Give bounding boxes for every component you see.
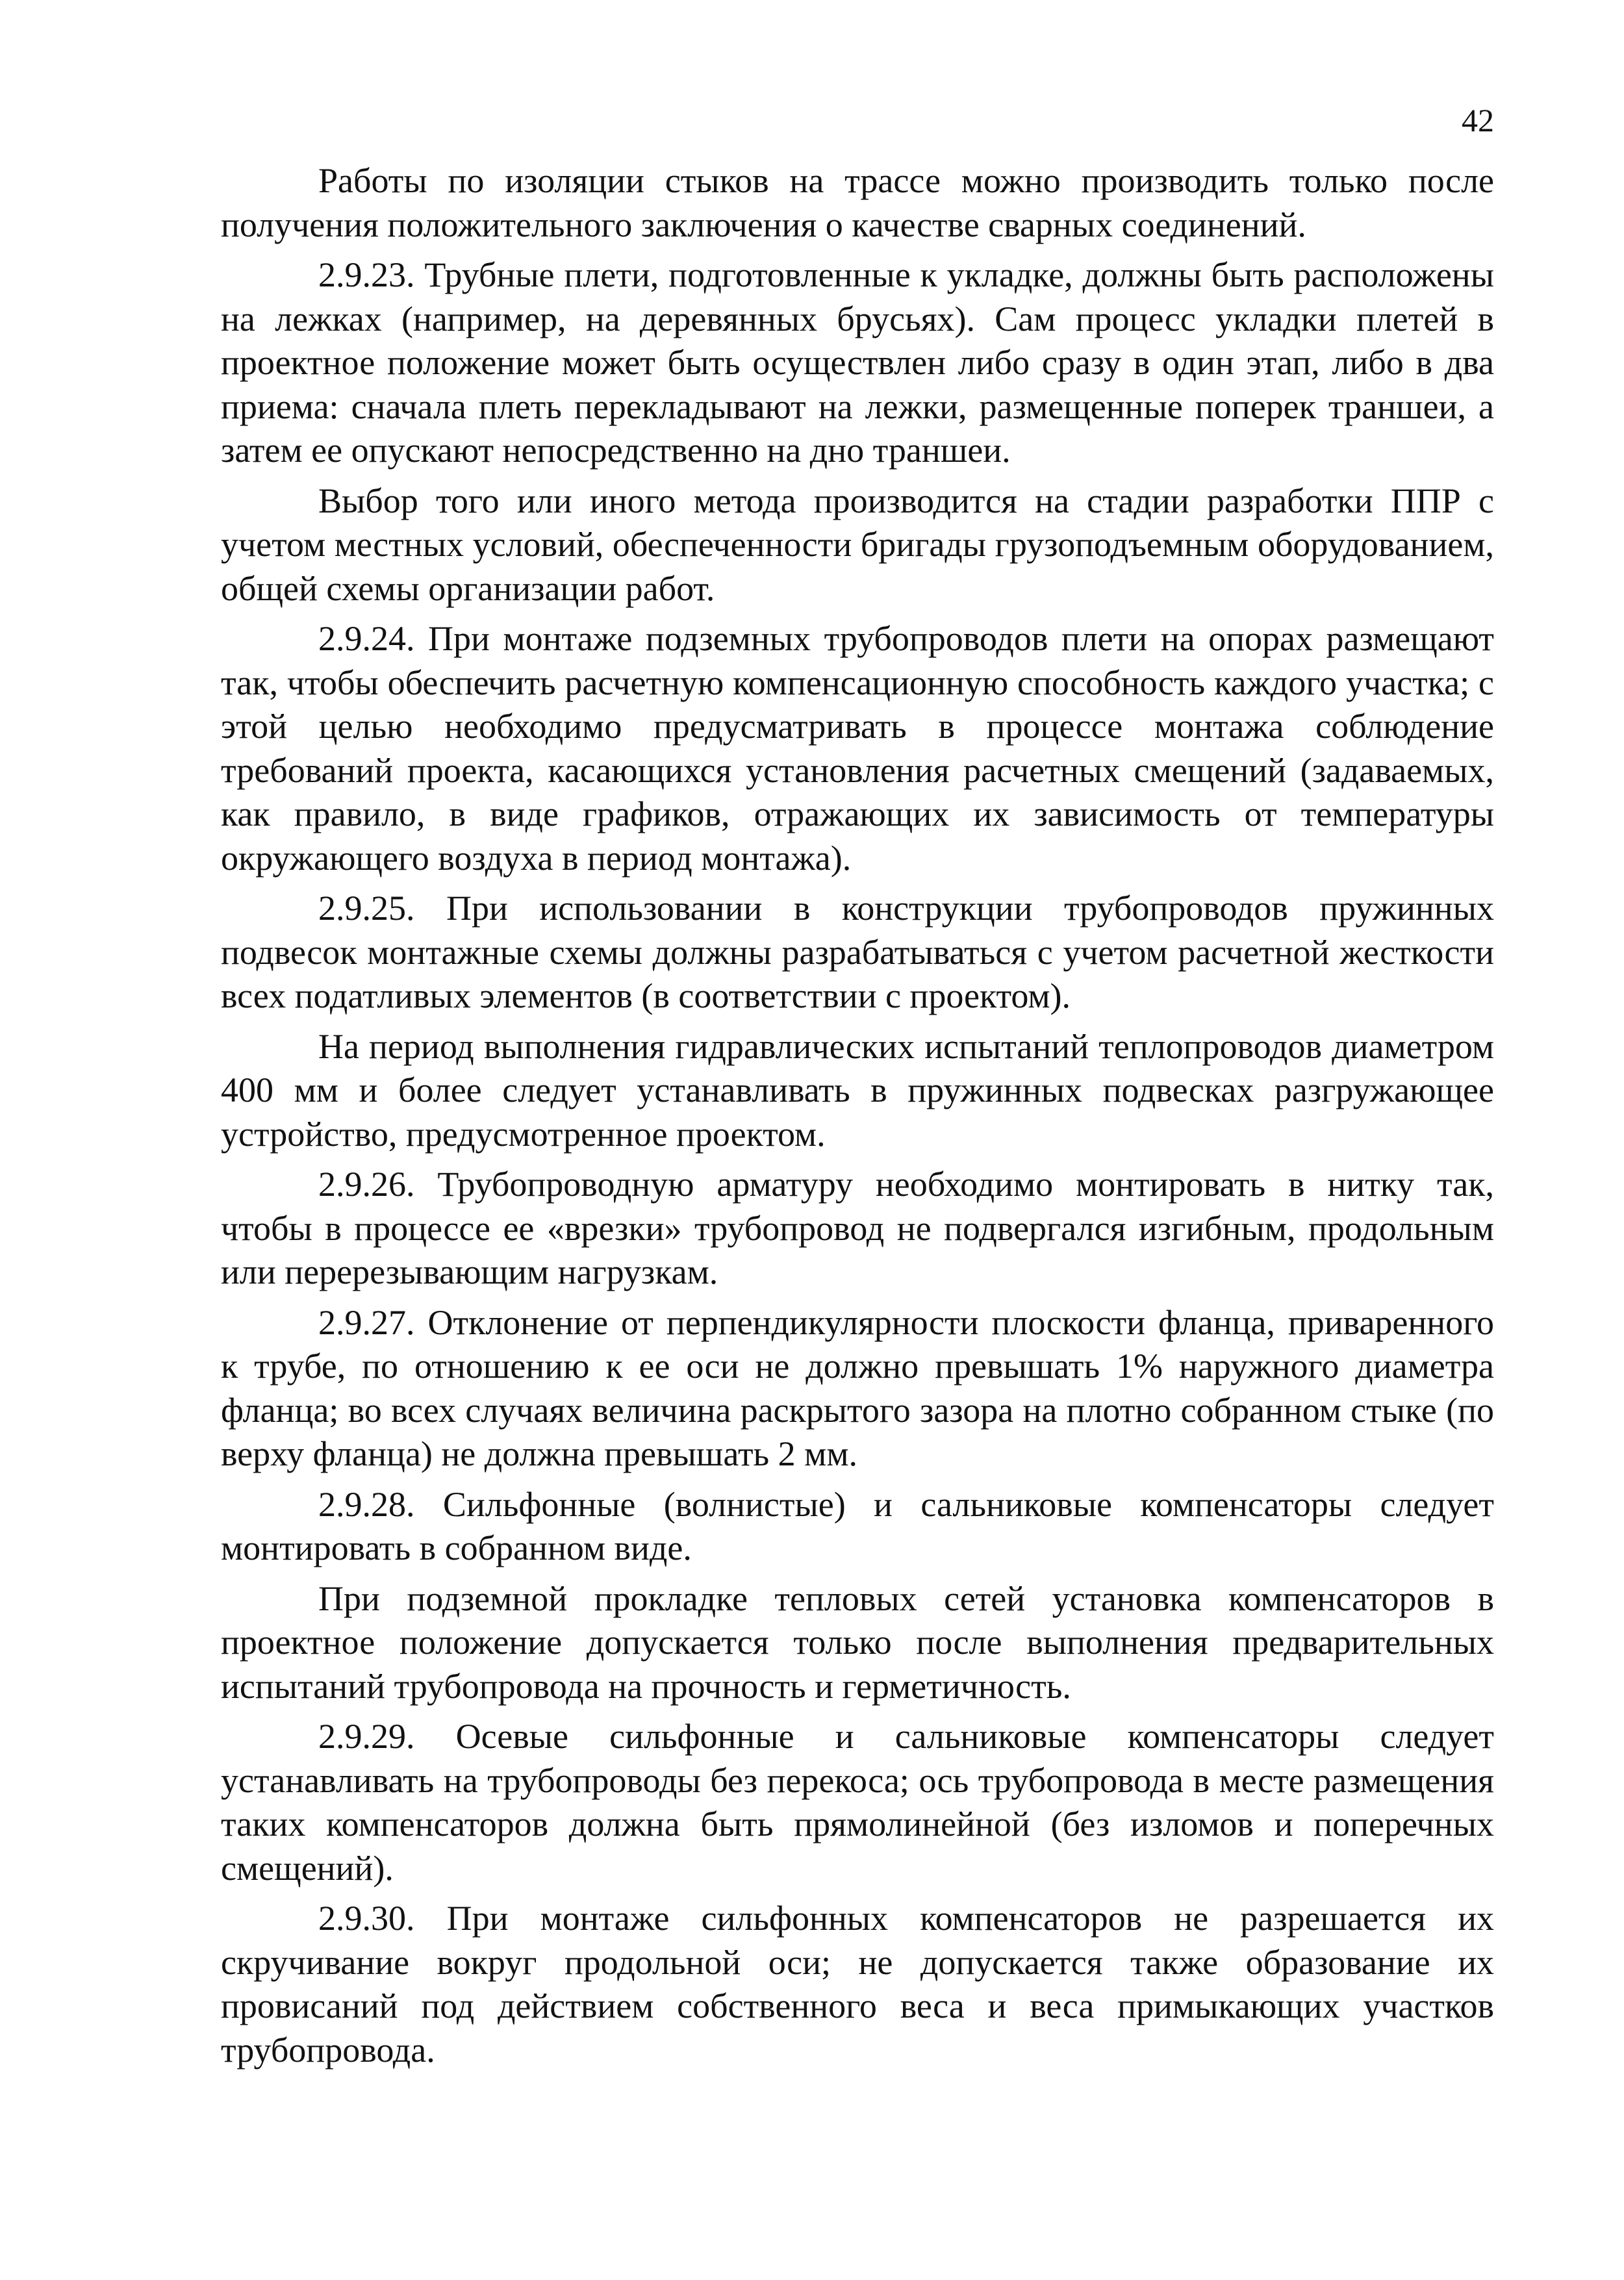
paragraph-2-9-27: 2.9.27. Отклонение от перпендикулярности плоскости фланца, приваренного к трубе, по отношению к ее оси не должно превышать 1% наружного диаметра фланца; во всех случаях величина раскрытого зазора на плотно собранном стыке (по верху фланца) не должна превышать 2 мм. [221, 1302, 1494, 1473]
page-number: 42 [1462, 102, 1494, 138]
paragraph-2-9-25: 2.9.25. При использовании в конструкции трубопроводов пружинных подвесок монтажные схемы должны разрабатываться с учетом расчетной жесткости всех податливых элементов (в соответствии с проектом). [221, 889, 1494, 1015]
document-body [221, 159, 1494, 2072]
paragraph-insulation-works: Работы по изоляции стыков на трассе можно производить только после получения положительного заключения о качестве сварных соединений. [221, 161, 1494, 244]
paragraph-2-9-26: 2.9.26. Трубопроводную арматуру необходимо монтировать в нитку так, чтобы в процессе ее «врезки» трубопровод не подвергался изгибным, продольным или перерезывающим нагрузкам. [221, 1165, 1494, 1291]
paragraph-method-choice: Выбор того или иного метода производится на стадии разработки ППР с учетом местных условий, обеспеченности бригады грузоподъемным оборудованием, общей схемы организации работ. [221, 481, 1494, 608]
paragraph-underground-laying: При подземной прокладке тепловых сетей установка компенсаторов в проектное положение допускается только после выполнения предварительных испытаний трубопровода на прочность и герметичность. [221, 1578, 1494, 1706]
paragraph-2-9-30: 2.9.30. При монтаже сильфонных компенсаторов не разрешается их скручивание вокруг продольной оси; не допускается также образование их провисаний под действием собственного веса и веса примыкающих участков трубопровода. [221, 1899, 1494, 2070]
paragraph-2-9-28: 2.9.28. Сильфонные (волнистые) и сальниковые компенсаторы следует монтировать в собранном виде. [221, 1484, 1494, 1567]
paragraph-hydraulic-tests: На период выполнения гидравлических испытаний теплопроводов диаметром 400 мм и более следует устанавливать в пружинных подвесках разгружающее устройство, предусмотренное проектом. [221, 1026, 1494, 1154]
paragraph-2-9-29: 2.9.29. Осевые сильфонные и сальниковые компенсаторы следует устанавливать на трубопроводы без перекоса; ось трубопровода в месте размещения таких компенсаторов должна быть прямолинейной (без изломов и поперечных смещений). [221, 1717, 1494, 1888]
paragraph-2-9-24: 2.9.24. При монтаже подземных трубопроводов плети на опорах размещают так, чтобы обеспечить расчетную компенсационную способность каждого участка; с этой целью необходимо предусматривать в процессе монтажа соблюдение требований проекта, касающихся установления расчетных смещений (задаваемых, как правило, в виде графиков, отражающих их зависимость от температуры окружающего воздуха в период монтажа). [221, 619, 1494, 878]
paragraph-2-9-23: 2.9.23. Трубные плети, подготовленные к укладке, должны быть расположены на лежках (например, на деревянных брусьях). Сам процесс укладки плетей в проектное положение может быть осуществлен либо сразу в один этап, либо в два приема: сначала плеть перекладывают на лежки, размещенные поперек траншеи, а затем ее опускают непосредственно на дно траншеи. [221, 255, 1494, 470]
